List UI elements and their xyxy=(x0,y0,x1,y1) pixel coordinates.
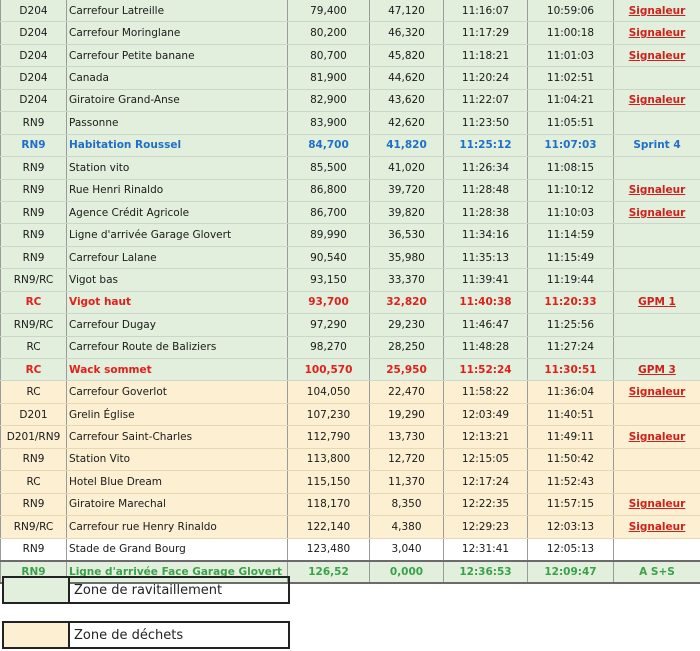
marker-cell xyxy=(614,89,700,111)
km-cell: 113,800 xyxy=(288,448,370,470)
time-fast-cell: 11:07:03 xyxy=(528,134,614,156)
road-cell: RC xyxy=(1,381,67,403)
road-cell: RN9 xyxy=(1,224,67,246)
km-cell: 80,700 xyxy=(288,44,370,66)
marker-label: Signaleur xyxy=(628,184,686,197)
time-fast-cell: 11:25:56 xyxy=(528,314,614,336)
time-fast-cell: 11:20:33 xyxy=(528,291,614,313)
road-cell: RN9 xyxy=(1,561,67,583)
road-cell: RN9 xyxy=(1,448,67,470)
time-slow-cell: 11:28:38 xyxy=(444,201,528,223)
road-cell: RN9 xyxy=(1,201,67,223)
time-fast-cell: 11:02:51 xyxy=(528,67,614,89)
place-cell: Rue Henri Rinaldo xyxy=(67,179,288,201)
remaining-km-cell: 29,230 xyxy=(370,314,444,336)
time-slow-cell: 11:20:24 xyxy=(444,67,528,89)
remaining-km-cell: 0,000 xyxy=(370,561,444,583)
road-cell: D201 xyxy=(1,403,67,425)
remaining-km-cell: 44,620 xyxy=(370,67,444,89)
road-cell: D204 xyxy=(1,0,67,22)
place-cell: Carrefour Goverlot xyxy=(67,381,288,403)
time-slow-cell: 11:28:48 xyxy=(444,179,528,201)
remaining-km-cell: 28,250 xyxy=(370,336,444,358)
km-cell: 112,790 xyxy=(288,426,370,448)
km-cell: 90,540 xyxy=(288,246,370,268)
remaining-km-cell: 47,120 xyxy=(370,0,444,22)
time-slow-cell: 11:16:07 xyxy=(444,0,528,22)
table-row xyxy=(1,336,700,358)
marker-label: Sprint 4 xyxy=(633,139,681,152)
marker-cell xyxy=(614,22,700,44)
table-row xyxy=(1,471,700,493)
remaining-km-cell: 42,620 xyxy=(370,112,444,134)
place-cell: Hotel Blue Dream xyxy=(67,471,288,493)
place-cell: Wack sommet xyxy=(67,359,288,381)
time-fast-cell: 12:09:47 xyxy=(528,561,614,583)
km-cell: 93,700 xyxy=(288,291,370,313)
road-cell: RN9/RC xyxy=(1,269,67,291)
km-cell: 104,050 xyxy=(288,381,370,403)
legend-waste-zone xyxy=(2,621,290,649)
marker-label: Signaleur xyxy=(628,498,686,511)
marker-label: Signaleur xyxy=(628,520,686,533)
place-cell: Ligne d'arrivée Face Garage Glovert xyxy=(67,561,288,583)
marker-cell xyxy=(614,269,700,291)
marker-label: Signaleur xyxy=(628,49,686,62)
marker-label: Signaleur xyxy=(628,27,686,40)
time-fast-cell: 11:08:15 xyxy=(528,157,614,179)
marker-label: GPM 3 xyxy=(638,363,676,376)
table-row xyxy=(1,426,700,448)
remaining-km-cell: 25,950 xyxy=(370,359,444,381)
marker-label: GPM 1 xyxy=(638,296,676,309)
km-cell: 126,52 xyxy=(288,561,370,583)
marker-cell xyxy=(614,471,700,493)
road-cell: RC xyxy=(1,359,67,381)
marker-cell xyxy=(614,134,700,156)
time-slow-cell: 12:22:35 xyxy=(444,493,528,515)
time-fast-cell: 11:36:04 xyxy=(528,381,614,403)
km-cell: 98,270 xyxy=(288,336,370,358)
table-row xyxy=(1,516,700,538)
table-row xyxy=(1,381,700,403)
legend-swatch-refuel xyxy=(4,578,70,602)
road-cell: RN9 xyxy=(1,112,67,134)
km-cell: 97,290 xyxy=(288,314,370,336)
marker-cell xyxy=(614,291,700,313)
time-slow-cell: 11:34:16 xyxy=(444,224,528,246)
remaining-km-cell: 12,720 xyxy=(370,448,444,470)
place-cell: Vigot haut xyxy=(67,291,288,313)
road-cell: D204 xyxy=(1,67,67,89)
marker-cell xyxy=(614,516,700,538)
km-cell: 84,700 xyxy=(288,134,370,156)
place-cell: Station vito xyxy=(67,157,288,179)
road-cell: RN9 xyxy=(1,134,67,156)
place-cell: Carrefour Latreille xyxy=(67,0,288,22)
time-slow-cell: 11:23:50 xyxy=(444,112,528,134)
remaining-km-cell: 13,730 xyxy=(370,426,444,448)
remaining-km-cell: 43,620 xyxy=(370,89,444,111)
place-cell: Station Vito xyxy=(67,448,288,470)
time-fast-cell: 11:49:11 xyxy=(528,426,614,448)
time-slow-cell: 12:13:21 xyxy=(444,426,528,448)
time-fast-cell: 11:52:43 xyxy=(528,471,614,493)
time-slow-cell: 11:46:47 xyxy=(444,314,528,336)
remaining-km-cell: 39,720 xyxy=(370,179,444,201)
remaining-km-cell: 19,290 xyxy=(370,403,444,425)
marker-cell xyxy=(614,246,700,268)
place-cell: Agence Crédit Agricole xyxy=(67,201,288,223)
place-cell: Grelin Église xyxy=(67,403,288,425)
time-fast-cell: 11:27:24 xyxy=(528,336,614,358)
time-fast-cell: 11:05:51 xyxy=(528,112,614,134)
time-fast-cell: 11:15:49 xyxy=(528,246,614,268)
time-fast-cell: 11:19:44 xyxy=(528,269,614,291)
km-cell: 123,480 xyxy=(288,538,370,561)
km-cell: 89,990 xyxy=(288,224,370,246)
time-fast-cell: 11:10:12 xyxy=(528,179,614,201)
table-row xyxy=(1,22,700,44)
marker-cell xyxy=(614,224,700,246)
place-cell: Carrefour Petite banane xyxy=(67,44,288,66)
km-cell: 100,570 xyxy=(288,359,370,381)
place-cell: Carrefour Moringlane xyxy=(67,22,288,44)
marker-label: Signaleur xyxy=(628,206,686,219)
time-slow-cell: 12:31:41 xyxy=(444,538,528,561)
time-fast-cell: 11:50:42 xyxy=(528,448,614,470)
remaining-km-cell: 33,370 xyxy=(370,269,444,291)
road-cell: RN9 xyxy=(1,246,67,268)
legend-label-waste: Zone de déchets xyxy=(74,627,184,643)
place-cell: Carrefour Lalane xyxy=(67,246,288,268)
time-fast-cell: 11:57:15 xyxy=(528,493,614,515)
time-slow-cell: 11:25:12 xyxy=(444,134,528,156)
table-row xyxy=(1,112,700,134)
remaining-km-cell: 41,820 xyxy=(370,134,444,156)
marker-cell xyxy=(614,403,700,425)
remaining-km-cell: 46,320 xyxy=(370,22,444,44)
remaining-km-cell: 22,470 xyxy=(370,381,444,403)
time-slow-cell: 11:52:24 xyxy=(444,359,528,381)
marker-cell xyxy=(614,426,700,448)
road-cell: RC xyxy=(1,336,67,358)
marker-cell xyxy=(614,448,700,470)
place-cell: Ligne d'arrivée Garage Glovert xyxy=(67,224,288,246)
table-row xyxy=(1,246,700,268)
table-row xyxy=(1,538,700,561)
marker-cell xyxy=(614,157,700,179)
time-fast-cell: 11:10:03 xyxy=(528,201,614,223)
km-cell: 86,700 xyxy=(288,201,370,223)
timetable-body xyxy=(1,0,700,583)
time-slow-cell: 11:26:34 xyxy=(444,157,528,179)
marker-cell xyxy=(614,561,700,583)
marker-cell xyxy=(614,0,700,22)
time-fast-cell: 12:03:13 xyxy=(528,516,614,538)
time-fast-cell: 12:05:13 xyxy=(528,538,614,561)
place-cell: Stade de Grand Bourg xyxy=(67,538,288,561)
marker-label: Signaleur xyxy=(628,431,686,444)
marker-cell xyxy=(614,336,700,358)
table-row xyxy=(1,67,700,89)
remaining-km-cell: 36,530 xyxy=(370,224,444,246)
place-cell: Carrefour Dugay xyxy=(67,314,288,336)
time-slow-cell: 12:17:24 xyxy=(444,471,528,493)
table-row xyxy=(1,314,700,336)
marker-cell xyxy=(614,44,700,66)
place-cell: Giratoire Marechal xyxy=(67,493,288,515)
marker-cell xyxy=(614,493,700,515)
road-cell: RN9/RC xyxy=(1,516,67,538)
road-cell: RC xyxy=(1,471,67,493)
road-cell: D204 xyxy=(1,22,67,44)
marker-cell xyxy=(614,201,700,223)
marker-label: Signaleur xyxy=(628,386,686,399)
remaining-km-cell: 35,980 xyxy=(370,246,444,268)
table-row xyxy=(1,157,700,179)
time-slow-cell: 11:35:13 xyxy=(444,246,528,268)
legend-swatch-waste xyxy=(4,623,70,647)
time-slow-cell: 11:39:41 xyxy=(444,269,528,291)
place-cell: Vigot bas xyxy=(67,269,288,291)
table-row xyxy=(1,493,700,515)
time-fast-cell: 10:59:06 xyxy=(528,0,614,22)
road-cell: D204 xyxy=(1,89,67,111)
marker-cell xyxy=(614,314,700,336)
remaining-km-cell: 45,820 xyxy=(370,44,444,66)
road-cell: RN9 xyxy=(1,179,67,201)
remaining-km-cell: 41,020 xyxy=(370,157,444,179)
place-cell: Canada xyxy=(67,67,288,89)
remaining-km-cell: 32,820 xyxy=(370,291,444,313)
km-cell: 118,170 xyxy=(288,493,370,515)
time-slow-cell: 12:36:53 xyxy=(444,561,528,583)
table-row xyxy=(1,201,700,223)
table-row xyxy=(1,269,700,291)
time-slow-cell: 11:17:29 xyxy=(444,22,528,44)
km-cell: 107,230 xyxy=(288,403,370,425)
table-row xyxy=(1,179,700,201)
place-cell: Carrefour Route de Baliziers xyxy=(67,336,288,358)
road-cell: RN9/RC xyxy=(1,314,67,336)
marker-cell xyxy=(614,67,700,89)
place-cell: Carrefour Saint-Charles xyxy=(67,426,288,448)
marker-label: A S+S xyxy=(639,565,675,578)
km-cell: 82,900 xyxy=(288,89,370,111)
remaining-km-cell: 39,820 xyxy=(370,201,444,223)
remaining-km-cell: 11,370 xyxy=(370,471,444,493)
time-fast-cell: 11:40:51 xyxy=(528,403,614,425)
remaining-km-cell: 4,380 xyxy=(370,516,444,538)
time-fast-cell: 11:01:03 xyxy=(528,44,614,66)
km-cell: 80,200 xyxy=(288,22,370,44)
road-cell: RN9 xyxy=(1,493,67,515)
road-cell: D201/RN9 xyxy=(1,426,67,448)
marker-cell xyxy=(614,359,700,381)
road-cell: RC xyxy=(1,291,67,313)
km-cell: 79,400 xyxy=(288,0,370,22)
place-cell: Passonne xyxy=(67,112,288,134)
road-cell: RN9 xyxy=(1,157,67,179)
time-slow-cell: 11:58:22 xyxy=(444,381,528,403)
table-row xyxy=(1,0,700,22)
km-cell: 85,500 xyxy=(288,157,370,179)
km-cell: 93,150 xyxy=(288,269,370,291)
km-cell: 81,900 xyxy=(288,67,370,89)
marker-cell xyxy=(614,538,700,561)
time-fast-cell: 11:04:21 xyxy=(528,89,614,111)
table-row xyxy=(1,44,700,66)
time-slow-cell: 12:15:05 xyxy=(444,448,528,470)
km-cell: 83,900 xyxy=(288,112,370,134)
km-cell: 86,800 xyxy=(288,179,370,201)
table-row xyxy=(1,403,700,425)
legend-label-refuel: Zone de ravitaillement xyxy=(74,582,223,598)
table-row xyxy=(1,291,700,313)
km-cell: 122,140 xyxy=(288,516,370,538)
table-row xyxy=(1,224,700,246)
legend-refuel-zone xyxy=(2,576,290,604)
marker-cell xyxy=(614,112,700,134)
remaining-km-cell: 3,040 xyxy=(370,538,444,561)
table-row xyxy=(1,359,700,381)
marker-cell xyxy=(614,179,700,201)
time-slow-cell: 11:18:21 xyxy=(444,44,528,66)
time-slow-cell: 12:03:49 xyxy=(444,403,528,425)
place-cell: Giratoire Grand-Anse xyxy=(67,89,288,111)
place-cell: Carrefour rue Henry Rinaldo xyxy=(67,516,288,538)
remaining-km-cell: 8,350 xyxy=(370,493,444,515)
table-row xyxy=(1,448,700,470)
table-row xyxy=(1,134,700,156)
road-cell: RN9 xyxy=(1,538,67,561)
road-cell: D204 xyxy=(1,44,67,66)
km-cell: 115,150 xyxy=(288,471,370,493)
marker-label: Signaleur xyxy=(628,94,686,107)
time-fast-cell: 11:30:51 xyxy=(528,359,614,381)
time-slow-cell: 11:48:28 xyxy=(444,336,528,358)
table-row xyxy=(1,89,700,111)
time-fast-cell: 11:14:59 xyxy=(528,224,614,246)
time-slow-cell: 11:40:38 xyxy=(444,291,528,313)
place-cell: Habitation Roussel xyxy=(67,134,288,156)
marker-cell xyxy=(614,381,700,403)
time-fast-cell: 11:00:18 xyxy=(528,22,614,44)
marker-label: Signaleur xyxy=(628,4,686,17)
time-slow-cell: 12:29:23 xyxy=(444,516,528,538)
time-slow-cell: 11:22:07 xyxy=(444,89,528,111)
